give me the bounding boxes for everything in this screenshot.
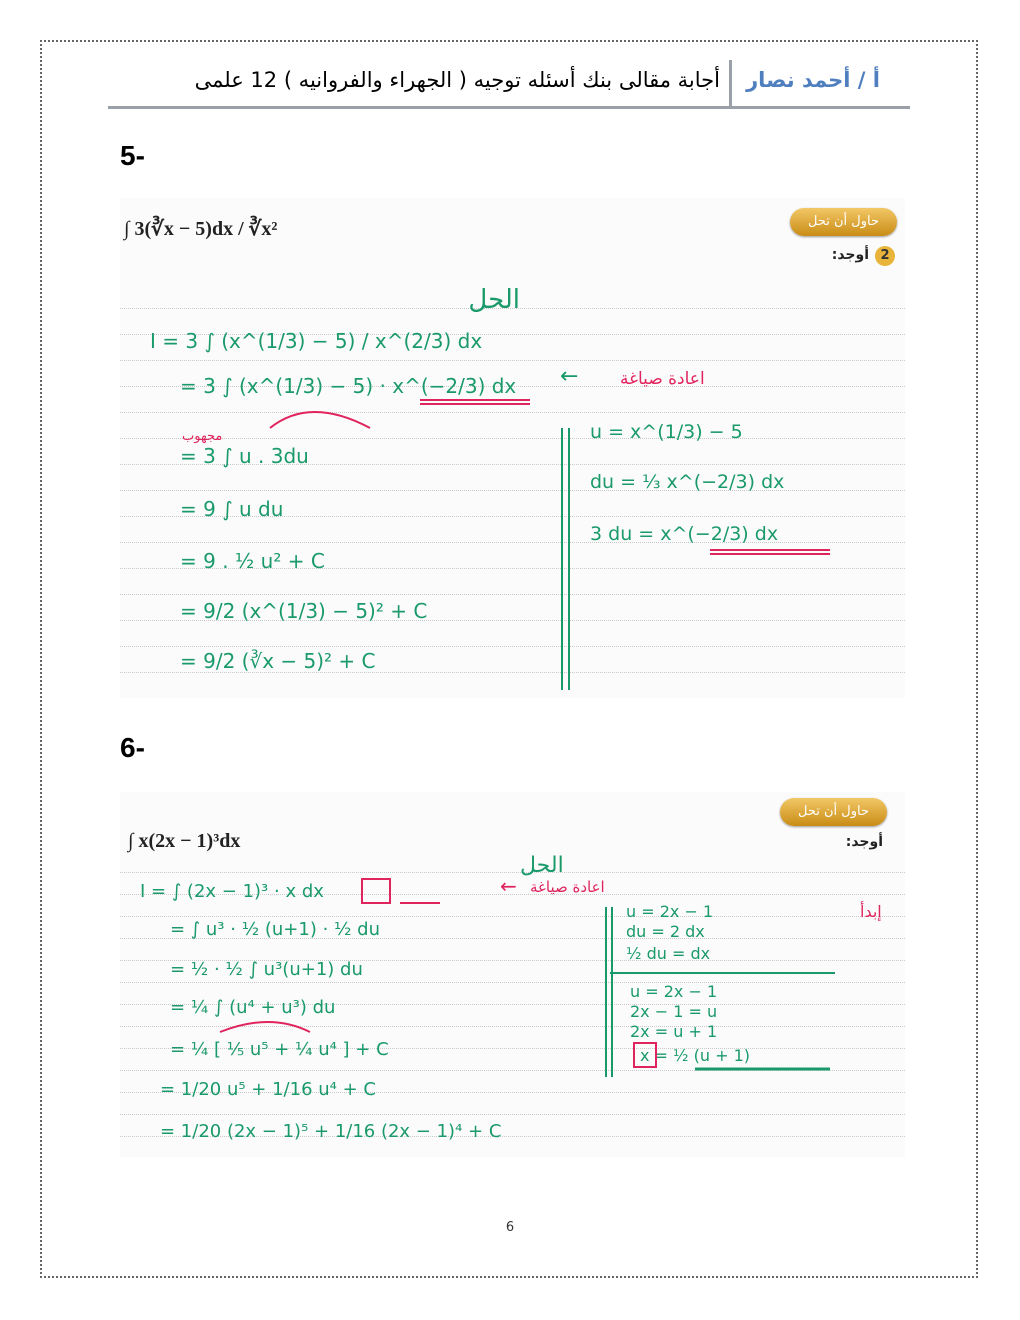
item-number-badge: 2	[875, 246, 895, 266]
sub-5-3du: 3 du = x^(−2/3) dx	[590, 523, 779, 545]
solution-6-handwriting	[120, 847, 905, 1157]
header-title: أجابة مقالى بنك أسئله توجيه ( الجهراء والفروانيه ) 12 علمى	[194, 68, 720, 92]
solution-5-line-6: = 9/2 (x^(1/3) − 5)² + C	[180, 599, 428, 623]
solution-6-line-4: = ¼ ∫ (u⁴ + u³) du	[170, 997, 336, 1018]
rewrite-note: اعادة صياغة	[530, 878, 605, 896]
question-6-number: 6-	[120, 732, 145, 763]
page-number: 6	[505, 1220, 515, 1235]
rewrite-note: اعادة صياغة	[620, 369, 705, 389]
solution-5-line-3: = 3 ∫ u . 3du	[180, 444, 309, 468]
try-to-solve-badge: حاول أن تحل	[790, 208, 897, 236]
sub-6-u-2: u = 2x − 1	[630, 982, 718, 1001]
sub-6-solve-2: 2x = u + 1	[630, 1022, 718, 1041]
header-author: أ / أحمد نصار	[746, 68, 880, 92]
solution-6-line-5: = ¼ [ ⅕ u⁵ + ¼ u⁴ ] + C	[170, 1039, 389, 1060]
svg-text:←: ←	[500, 874, 517, 898]
solution-6-line-2: = ∫ u³ · ½ (u+1) · ½ du	[170, 919, 381, 940]
sub-5-du: du = ⅓ x^(−2/3) dx	[590, 471, 785, 493]
solution-5-line-5: = 9 . ½ u² + C	[180, 549, 325, 573]
rewrite-arrow: ←	[560, 364, 579, 389]
solution-5-handwriting	[120, 278, 905, 698]
missing-note: مجهوب	[182, 429, 223, 444]
solution-5-title: الحل	[468, 285, 520, 315]
sub-6-u: u = 2x − 1	[626, 902, 714, 921]
question-5-panel	[120, 198, 905, 698]
sub-6-half-du: ½ du = dx	[626, 944, 711, 963]
question-6-panel	[120, 792, 905, 1157]
solution-5-line-2: = 3 ∫ (x^(1/3) − 5) · x^(−2/3) dx	[180, 374, 517, 398]
solution-6-title: الحل	[520, 853, 564, 878]
sub-6-du: du = 2 dx	[626, 922, 705, 941]
sub-6-solve-1: 2x − 1 = u	[630, 1002, 718, 1021]
find-label: 2أوجد:	[832, 246, 895, 266]
question-5-number: 5-	[120, 140, 145, 171]
start-note: إبدأ	[860, 902, 882, 921]
page-header	[108, 60, 910, 109]
solution-6-line-7: = 1/20 (2x − 1)⁵ + 1/16 (2x − 1)⁴ + C	[160, 1121, 502, 1142]
solution-5-line-7: = 9/2 (∛x − 5)² + C	[180, 649, 376, 673]
solution-6-line-3: = ½ · ½ ∫ u³(u+1) du	[170, 959, 363, 980]
solution-6-line-1: I = ∫ (2x − 1)³ · x dx	[140, 881, 324, 902]
sub-6-x: x = ½ (u + 1)	[640, 1046, 751, 1065]
solution-5-line-4: = 9 ∫ u du	[180, 497, 284, 521]
header-separator	[729, 60, 732, 108]
x-box	[362, 879, 390, 903]
sub-5-u: u = x^(1/3) − 5	[590, 421, 743, 443]
solution-5-line-1: I = 3 ∫ (x^(1/3) − 5) / x^(2/3) dx	[150, 329, 483, 353]
solution-6-line-6: = 1/20 u⁵ + 1/16 u⁴ + C	[160, 1079, 376, 1100]
problem-6-statement: ∫ x(2x − 1)³dx	[128, 830, 241, 852]
find-label: أوجد:	[845, 834, 883, 850]
try-to-solve-badge: حاول أن تحل	[780, 798, 887, 826]
problem-5-statement: ∫ 3(∛x − 5)dx / ∛x²	[124, 218, 278, 240]
